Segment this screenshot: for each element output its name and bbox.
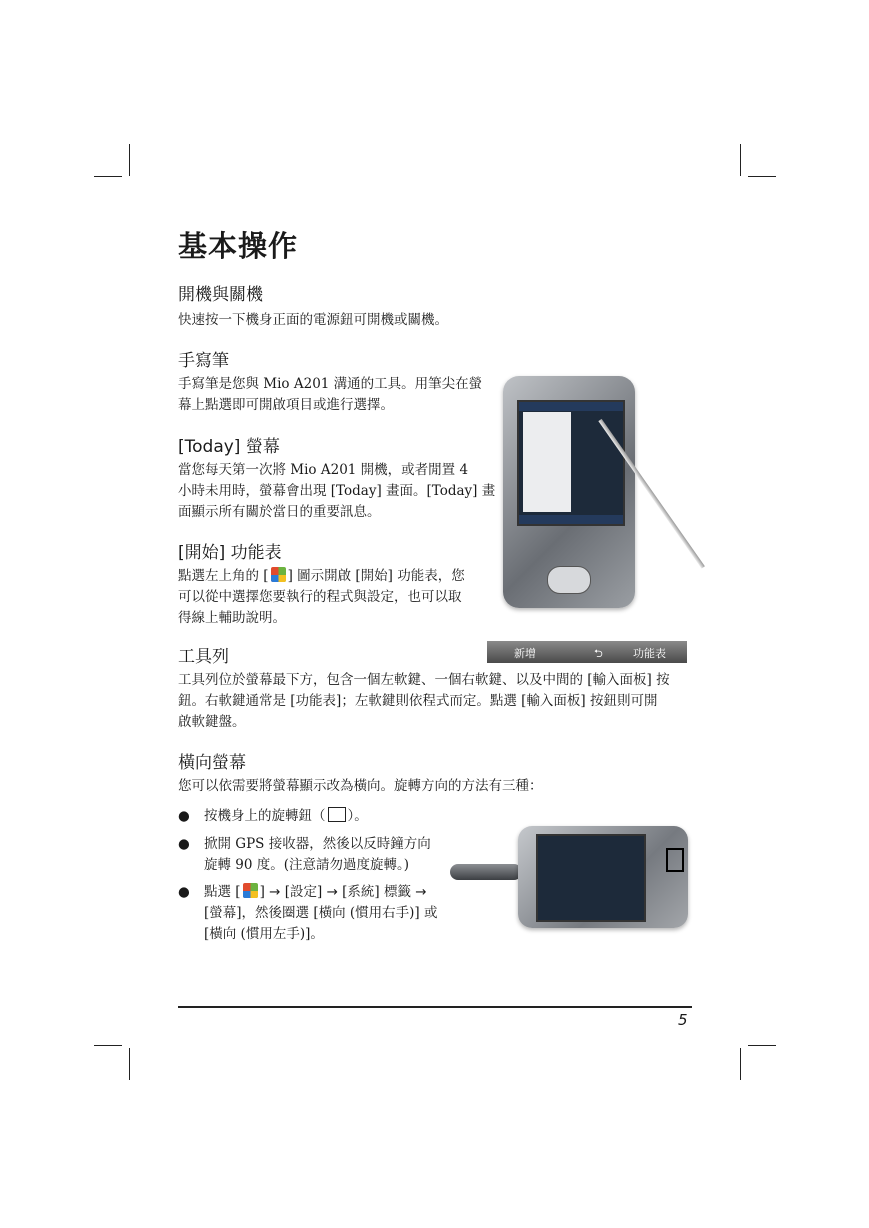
section-body xyxy=(178,670,670,733)
text: [螢幕]，然後圈選 [橫向 (慣用右手)] 或 xyxy=(204,905,438,921)
arrow-icon: → xyxy=(415,884,427,900)
body-line xyxy=(178,566,465,587)
page-number: 5 xyxy=(678,1011,688,1029)
body-line: 小時未用時，螢幕會出現 [Today] 畫面。[Today] 畫 xyxy=(178,483,496,499)
section-body xyxy=(178,374,482,416)
bullet-dot: ● xyxy=(178,836,190,852)
text: 掀開 GPS 接收器，然後以反時鐘方向 xyxy=(204,836,431,852)
text xyxy=(204,882,437,903)
rotate-button-highlight xyxy=(666,848,684,872)
crop-mark xyxy=(748,1045,776,1046)
section-body xyxy=(178,310,448,331)
text: 點選 [ xyxy=(204,884,241,900)
screen-softkey-bar xyxy=(519,515,623,524)
rotate-button-icon xyxy=(328,807,346,822)
text: 旋轉 90 度。(注意請勿過度旋轉。) xyxy=(204,857,410,873)
text: ] xyxy=(259,884,270,900)
text: [設定] xyxy=(280,884,327,900)
text: 按機身上的旋轉鈕（ xyxy=(204,808,326,824)
section-heading: 橫向螢幕 xyxy=(178,753,246,773)
body-line: 可以從中選擇您要執行的程式與設定，也可以取 xyxy=(178,589,462,605)
section-heading: 手寫筆 xyxy=(178,351,229,371)
text: ] 圖示開啟 [開始] 功能表，您 xyxy=(287,568,465,584)
body-line: 面顯示所有關於當日的重要訊息。 xyxy=(178,504,381,520)
bullet-dot: ● xyxy=(178,884,190,900)
body-line: 鈕。右軟鍵通常是 [功能表]；左軟鍵則依程式而定。點選 [輸入面板] 按鈕則可開 xyxy=(178,693,658,709)
text: [系統] 標籤 xyxy=(337,884,416,900)
input-panel-icon: ⮌ xyxy=(594,647,603,660)
device-landscape-illustration xyxy=(518,826,688,928)
toolbar-illustration xyxy=(487,641,687,663)
section-heading: [Today] 螢幕 xyxy=(178,437,280,457)
arrow-icon: → xyxy=(269,884,281,900)
body-line: 幕上點選即可開啟項目或進行選擇。 xyxy=(178,397,394,413)
device-screen xyxy=(536,834,646,922)
text: 點選左上角的 [ xyxy=(178,568,269,584)
section-heading: [開始] 功能表 xyxy=(178,543,282,563)
text: ）。 xyxy=(347,808,368,824)
page-title: 基本操作 xyxy=(178,229,299,263)
crop-mark xyxy=(129,144,130,176)
section-body xyxy=(178,566,465,629)
start-menu xyxy=(523,412,571,512)
bullet-dot: ● xyxy=(178,808,190,824)
section-heading: 工具列 xyxy=(178,647,229,667)
navigation-pad xyxy=(547,566,591,594)
device-portrait-illustration xyxy=(503,376,635,608)
footer-rule xyxy=(178,1006,692,1008)
crop-mark xyxy=(129,1048,130,1080)
arrow-icon: → xyxy=(326,884,338,900)
body-line: 當您每天第一次將 Mio A201 開機，或者閒置 4 xyxy=(178,462,469,478)
body-line: 手寫筆是您與 Mio A201 溝通的工具。用筆尖在螢 xyxy=(178,376,483,392)
gps-receiver-illustration xyxy=(450,864,522,880)
windows-start-icon xyxy=(271,567,286,582)
body-line: 工具列位於螢幕最下方，包含一個左軟鍵、一個右軟鍵、以及中間的 [輸入面板] 按 xyxy=(178,672,670,688)
section-heading: 開機與關機 xyxy=(178,285,263,305)
text: [橫向 (慣用左手)]。 xyxy=(204,926,324,942)
section-body xyxy=(178,776,543,797)
screen-title-bar xyxy=(519,402,623,411)
crop-mark xyxy=(748,176,776,177)
windows-start-icon xyxy=(243,883,258,898)
device-screen xyxy=(517,400,625,526)
toolbar-right-softkey: 功能表 xyxy=(633,647,666,660)
crop-mark xyxy=(740,1048,741,1080)
crop-mark xyxy=(94,1045,122,1046)
body-line: 得線上輔助說明。 xyxy=(178,610,286,626)
toolbar-left-softkey: 新增 xyxy=(514,647,536,660)
body-line: 快速按一下機身正面的電源鈕可開機或關機。 xyxy=(178,312,448,328)
body-line: 啟軟鍵盤。 xyxy=(178,714,246,730)
section-body xyxy=(178,460,495,523)
body-line: 您可以依需要將螢幕顯示改為橫向。旋轉方向的方法有三種： xyxy=(178,778,543,794)
crop-mark xyxy=(94,176,122,177)
crop-mark xyxy=(740,144,741,176)
